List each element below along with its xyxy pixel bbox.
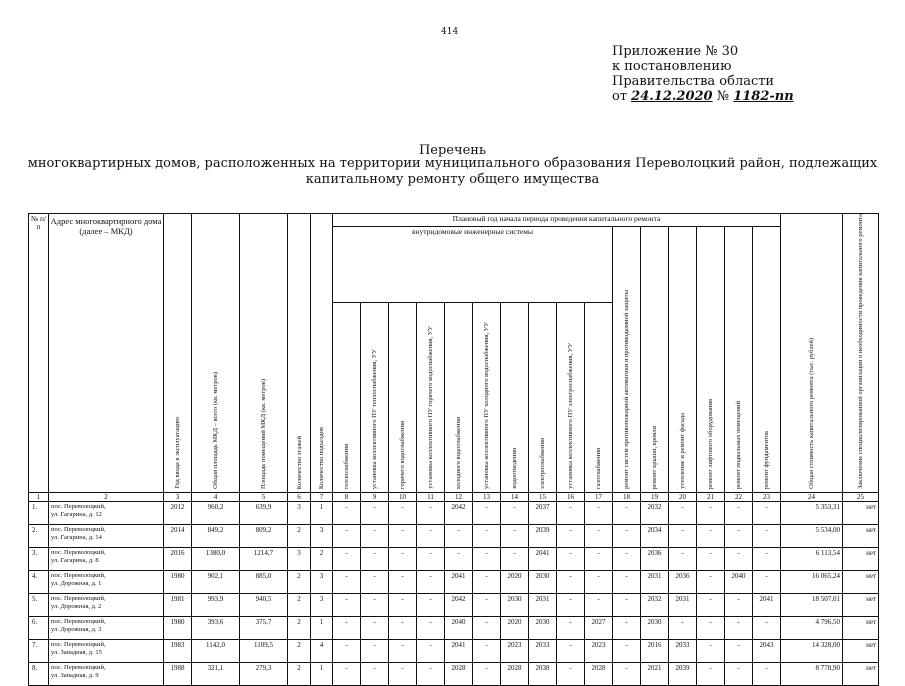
table-cell: - bbox=[557, 663, 585, 686]
table-cell: - bbox=[725, 663, 753, 686]
address-line: пос. Переволоцкий, bbox=[51, 641, 106, 648]
column-number: 15 bbox=[529, 493, 557, 502]
header-hot-water-pu: установка коллективного ПУ горячего водоснабжения, УУ bbox=[417, 303, 445, 493]
table-cell: - bbox=[389, 502, 417, 525]
table-cell: 2 bbox=[288, 594, 311, 617]
header-cold-water: холодного водоснабжения bbox=[445, 303, 473, 493]
table-cell: 3 bbox=[288, 548, 311, 571]
table-cell: - bbox=[613, 548, 641, 571]
appendix-block bbox=[612, 44, 794, 104]
table-cell: - bbox=[333, 663, 361, 686]
table-cell: - bbox=[417, 525, 445, 548]
table-cell: 2040 bbox=[445, 617, 473, 640]
table-cell: 2039 bbox=[529, 525, 557, 548]
table-cell: 1109,5 bbox=[240, 640, 288, 663]
column-number: 4 bbox=[192, 493, 240, 502]
address-line: пос. Переволоцкий, bbox=[51, 526, 106, 533]
address-line: пос. Переволоцкий, bbox=[51, 595, 106, 602]
header-gas: газоснабжения bbox=[585, 303, 613, 493]
address-line: ул. Дорожная, д. 1 bbox=[51, 580, 102, 587]
table-cell: - bbox=[333, 548, 361, 571]
table-cell: 2041 bbox=[529, 548, 557, 571]
table-cell: - bbox=[753, 617, 781, 640]
table-cell: - bbox=[417, 548, 445, 571]
header-systems-group: внутридомовые инженерные системы bbox=[333, 227, 613, 303]
table-cell: - bbox=[501, 502, 529, 525]
address-line: пос. Переволоцкий, bbox=[51, 572, 106, 579]
cost-cell: 5 353,31 bbox=[781, 502, 843, 525]
table-cell: - bbox=[585, 525, 613, 548]
table-cell: - bbox=[697, 640, 725, 663]
table-cell: - bbox=[361, 502, 389, 525]
table-cell: - bbox=[417, 640, 445, 663]
table-cell: 2033 bbox=[529, 640, 557, 663]
houses-table bbox=[28, 213, 879, 686]
conclusion-cell: нет bbox=[843, 571, 879, 594]
column-number: 21 bbox=[697, 493, 725, 502]
table-cell: - bbox=[389, 594, 417, 617]
table-cell: - bbox=[697, 502, 725, 525]
address-line: ул. Западная, д. 15 bbox=[51, 649, 102, 656]
address-cell bbox=[49, 640, 164, 663]
column-number: 19 bbox=[641, 493, 669, 502]
address-line: пос. Переволоцкий, bbox=[51, 618, 106, 625]
table-cell: - bbox=[473, 525, 501, 548]
table-cell: 1 bbox=[311, 617, 333, 640]
table-cell: - bbox=[585, 502, 613, 525]
table-cell: 3 bbox=[311, 571, 333, 594]
table-cell: 2023 bbox=[585, 640, 613, 663]
table-cell: 2032 bbox=[641, 594, 669, 617]
header-total-area: Общая площадь МКД – всего (кв. метров) bbox=[192, 214, 240, 493]
table-cell: - bbox=[333, 594, 361, 617]
table-cell: 1 bbox=[311, 663, 333, 686]
table-cell: - bbox=[417, 571, 445, 594]
resolution-number: 1182-пп bbox=[733, 89, 794, 104]
number-label: № bbox=[716, 89, 730, 104]
header-facade: утепление и ремонт фасада bbox=[669, 227, 697, 493]
table-cell: - bbox=[361, 617, 389, 640]
table-cell: 849,2 bbox=[192, 525, 240, 548]
table-cell: - bbox=[417, 594, 445, 617]
table-cell: - bbox=[361, 548, 389, 571]
address-line: ул. Дорожная, д. 2 bbox=[51, 603, 102, 610]
table-cell: 809,2 bbox=[240, 525, 288, 548]
table-cell: - bbox=[697, 617, 725, 640]
table-cell: - bbox=[613, 502, 641, 525]
conclusion-cell: нет bbox=[843, 617, 879, 640]
column-number: 20 bbox=[669, 493, 697, 502]
table-cell: 2012 bbox=[164, 502, 192, 525]
document-subtitle-1: многоквартирных домов, расположенных на территории муниципального образования Переволоцкий район, подлежащих bbox=[27, 156, 878, 171]
table-body bbox=[29, 502, 879, 686]
header-conclusion: Заключение специализированной организации о необходимости проведения капитального ремонта bbox=[843, 214, 879, 493]
table-cell: - bbox=[557, 617, 585, 640]
table-cell: - bbox=[613, 594, 641, 617]
header-heat-pu: установка коллективного ПУ теплоснабжения, УУ bbox=[361, 303, 389, 493]
table-cell: - bbox=[613, 525, 641, 548]
table-row bbox=[29, 663, 879, 686]
column-number: 22 bbox=[725, 493, 753, 502]
table-cell: - bbox=[361, 663, 389, 686]
table-cell: 2031 bbox=[529, 594, 557, 617]
table-cell: 993,9 bbox=[192, 594, 240, 617]
header-hot-water: горячего водоснабжения bbox=[389, 303, 417, 493]
column-number: 5 bbox=[240, 493, 288, 502]
table-cell: - bbox=[557, 548, 585, 571]
cost-cell: 5 534,00 bbox=[781, 525, 843, 548]
table-cell: - bbox=[613, 640, 641, 663]
table-cell: - bbox=[445, 548, 473, 571]
conclusion-cell: нет bbox=[843, 594, 879, 617]
address-cell bbox=[49, 502, 164, 525]
table-cell: - bbox=[725, 640, 753, 663]
header-total-cost: Общая стоимость капитального ремонта (тыс. рублей) bbox=[781, 214, 843, 493]
table-cell: - bbox=[333, 502, 361, 525]
table-cell: 2030 bbox=[529, 571, 557, 594]
page-number: 414 bbox=[441, 27, 459, 37]
cost-cell: 8 778,90 bbox=[781, 663, 843, 686]
cost-cell: 14 328,00 bbox=[781, 640, 843, 663]
table-cell: 375,7 bbox=[240, 617, 288, 640]
table-cell: 4 bbox=[311, 640, 333, 663]
table-cell: 2037 bbox=[529, 502, 557, 525]
header-foundation: ремонт фундаментов bbox=[753, 227, 781, 493]
row-number: 6. bbox=[29, 617, 49, 640]
table-cell: 1380,0 bbox=[192, 548, 240, 571]
table-cell: - bbox=[585, 594, 613, 617]
table-cell: 960,2 bbox=[192, 502, 240, 525]
table-cell: - bbox=[613, 571, 641, 594]
table-cell: - bbox=[333, 571, 361, 594]
table-cell: 2042 bbox=[445, 502, 473, 525]
table-cell: 2014 bbox=[164, 525, 192, 548]
table-cell: 2038 bbox=[529, 663, 557, 686]
table-cell: - bbox=[725, 525, 753, 548]
address-cell bbox=[49, 617, 164, 640]
table-cell: - bbox=[557, 571, 585, 594]
column-number: 25 bbox=[843, 493, 879, 502]
header-electric-pu: установка коллективного ПУ электроснабжения, УУ bbox=[557, 303, 585, 493]
table-cell: 2032 bbox=[641, 502, 669, 525]
address-cell bbox=[49, 594, 164, 617]
table-cell: - bbox=[473, 594, 501, 617]
table-cell: - bbox=[417, 617, 445, 640]
header-elevator: ремонт лифтового оборудования bbox=[697, 227, 725, 493]
table-cell: - bbox=[725, 594, 753, 617]
table-cell: - bbox=[557, 594, 585, 617]
conclusion-cell: нет bbox=[843, 663, 879, 686]
table-cell: - bbox=[585, 571, 613, 594]
table-cell: 2030 bbox=[529, 617, 557, 640]
column-number: 10 bbox=[389, 493, 417, 502]
column-number: 9 bbox=[361, 493, 389, 502]
table-cell: - bbox=[753, 525, 781, 548]
table-cell: - bbox=[361, 640, 389, 663]
table-cell: 2028 bbox=[501, 663, 529, 686]
table-cell: - bbox=[697, 663, 725, 686]
header-cold-water-pu: установка коллективного ПУ холодного водоснабжения, УУ bbox=[473, 303, 501, 493]
address-cell bbox=[49, 663, 164, 686]
table-cell: 2028 bbox=[585, 663, 613, 686]
row-number: 7. bbox=[29, 640, 49, 663]
table-cell: 2 bbox=[288, 617, 311, 640]
table-cell: - bbox=[501, 548, 529, 571]
row-number: 5. bbox=[29, 594, 49, 617]
header-premises-area: Площадь помещений МКД (кв. метров) bbox=[240, 214, 288, 493]
table-cell: 2 bbox=[288, 663, 311, 686]
table-cell: 2030 bbox=[641, 617, 669, 640]
column-number: 7 bbox=[311, 493, 333, 502]
cost-cell: 6 113,54 bbox=[781, 548, 843, 571]
document-title: Перечень bbox=[418, 143, 487, 158]
table-cell: - bbox=[557, 640, 585, 663]
address-line: ул. Гагарина, д. 8 bbox=[51, 557, 99, 564]
table-cell: - bbox=[417, 502, 445, 525]
table-cell: - bbox=[389, 640, 417, 663]
address-cell bbox=[49, 525, 164, 548]
table-cell: - bbox=[725, 548, 753, 571]
table-cell: 2027 bbox=[585, 617, 613, 640]
table-cell: 2 bbox=[311, 548, 333, 571]
table-cell: - bbox=[585, 548, 613, 571]
column-number: 16 bbox=[557, 493, 585, 502]
table-cell: 2031 bbox=[669, 594, 697, 617]
table-cell: 1983 bbox=[164, 640, 192, 663]
cost-cell: 18 507,01 bbox=[781, 594, 843, 617]
table-cell: 2043 bbox=[753, 640, 781, 663]
table-cell: - bbox=[669, 548, 697, 571]
header-floors: Количество этажей bbox=[288, 214, 311, 493]
appendix-line-4 bbox=[612, 89, 794, 104]
header-year: Год ввода в эксплуатацию bbox=[164, 214, 192, 493]
table-cell: 2028 bbox=[445, 663, 473, 686]
table-cell: 3 bbox=[288, 502, 311, 525]
table-cell: - bbox=[333, 640, 361, 663]
table-cell: - bbox=[473, 640, 501, 663]
row-number: 4. bbox=[29, 571, 49, 594]
table-cell: 902,1 bbox=[192, 571, 240, 594]
column-number: 17 bbox=[585, 493, 613, 502]
table-cell: 2020 bbox=[501, 617, 529, 640]
table-cell: 1980 bbox=[164, 571, 192, 594]
appendix-line-1: Приложение № 30 bbox=[612, 44, 739, 59]
cost-cell: 16 065,24 bbox=[781, 571, 843, 594]
table-cell: 2 bbox=[288, 571, 311, 594]
table-cell: - bbox=[361, 594, 389, 617]
table-cell: - bbox=[697, 571, 725, 594]
from-label: от bbox=[612, 89, 628, 104]
table-cell: - bbox=[557, 502, 585, 525]
address-cell bbox=[49, 548, 164, 571]
address-line: пос. Переволоцкий, bbox=[51, 664, 106, 671]
table-cell: 1214,7 bbox=[240, 548, 288, 571]
table-cell: - bbox=[753, 663, 781, 686]
header-fire: ремонт систем противопожарной автоматики и противодымной защиты bbox=[613, 227, 641, 493]
table-cell: - bbox=[389, 525, 417, 548]
table-cell: - bbox=[473, 663, 501, 686]
table-cell: - bbox=[725, 502, 753, 525]
table-cell: 321,1 bbox=[192, 663, 240, 686]
table-cell: 279,3 bbox=[240, 663, 288, 686]
table-cell: 2039 bbox=[669, 663, 697, 686]
table-cell: - bbox=[613, 617, 641, 640]
address-line: ул. Дорожная, д. 3 bbox=[51, 626, 102, 633]
document-subtitle-2: капитальному ремонту общего имущества bbox=[305, 172, 600, 187]
conclusion-cell: нет bbox=[843, 640, 879, 663]
table-cell: - bbox=[389, 617, 417, 640]
table-cell: 2016 bbox=[641, 640, 669, 663]
address-line: ул. Западная, д. 9 bbox=[51, 672, 99, 679]
cost-cell: 4 796,50 bbox=[781, 617, 843, 640]
address-line: ул. Гагарина, д. 12 bbox=[51, 511, 102, 518]
column-number: 11 bbox=[417, 493, 445, 502]
conclusion-cell: нет bbox=[843, 525, 879, 548]
table-cell: - bbox=[389, 571, 417, 594]
table-cell: - bbox=[417, 663, 445, 686]
header-roof: ремонт крыши, кровли bbox=[641, 227, 669, 493]
address-cell bbox=[49, 571, 164, 594]
table-cell: 2036 bbox=[669, 571, 697, 594]
table-cell: 2041 bbox=[753, 594, 781, 617]
table-cell: - bbox=[613, 663, 641, 686]
table-cell: - bbox=[669, 502, 697, 525]
table-cell: 2021 bbox=[641, 663, 669, 686]
table-cell: - bbox=[389, 663, 417, 686]
table-cell: 2 bbox=[288, 640, 311, 663]
header-heat: теплоснабжения bbox=[333, 303, 361, 493]
table-cell: 2041 bbox=[445, 571, 473, 594]
table-cell: - bbox=[557, 525, 585, 548]
header-address: Адрес многоквартирного дома (далее – МКД) bbox=[49, 214, 164, 493]
row-number: 1. bbox=[29, 502, 49, 525]
table-cell: 2033 bbox=[669, 640, 697, 663]
table-cell: 2034 bbox=[641, 525, 669, 548]
table-cell: - bbox=[697, 525, 725, 548]
column-number: 13 bbox=[473, 493, 501, 502]
column-number: 6 bbox=[288, 493, 311, 502]
table-cell: 2042 bbox=[445, 594, 473, 617]
row-number: 3. bbox=[29, 548, 49, 571]
table-cell: - bbox=[333, 525, 361, 548]
column-number: 2 bbox=[49, 493, 164, 502]
table-row bbox=[29, 571, 879, 594]
table-cell: 3 bbox=[311, 594, 333, 617]
appendix-line-3: Правительства области bbox=[612, 74, 775, 89]
table-row bbox=[29, 640, 879, 663]
table-cell: 2020 bbox=[501, 571, 529, 594]
column-number: 14 bbox=[501, 493, 529, 502]
column-number: 1 bbox=[29, 493, 49, 502]
column-number: 12 bbox=[445, 493, 473, 502]
table-cell: - bbox=[389, 548, 417, 571]
table-cell: 2031 bbox=[641, 571, 669, 594]
table-row bbox=[29, 525, 879, 548]
table-cell: - bbox=[753, 502, 781, 525]
table-cell: 2023 bbox=[501, 640, 529, 663]
header-sewer: водоотведения bbox=[501, 303, 529, 493]
table-cell: - bbox=[669, 525, 697, 548]
table-cell: 2040 bbox=[725, 571, 753, 594]
table-cell: 1142,0 bbox=[192, 640, 240, 663]
row-number: 2. bbox=[29, 525, 49, 548]
table-cell: - bbox=[697, 594, 725, 617]
table-cell: - bbox=[669, 617, 697, 640]
header-entrances: Количество подъездов bbox=[311, 214, 333, 493]
address-line: пос. Переволоцкий, bbox=[51, 503, 106, 510]
appendix-line-2: к постановлению bbox=[612, 59, 732, 74]
table-cell: 2 bbox=[288, 525, 311, 548]
table-cell: - bbox=[473, 548, 501, 571]
table-cell: 1988 bbox=[164, 663, 192, 686]
table-cell: - bbox=[753, 548, 781, 571]
table-cell: - bbox=[725, 617, 753, 640]
table-cell: 1980 bbox=[164, 617, 192, 640]
conclusion-cell: нет bbox=[843, 502, 879, 525]
header-basement: ремонт подвальных помещений bbox=[725, 227, 753, 493]
table-cell: 3 bbox=[311, 525, 333, 548]
conclusion-cell: нет bbox=[843, 548, 879, 571]
table-cell: 940,5 bbox=[240, 594, 288, 617]
table-cell: 2041 bbox=[445, 640, 473, 663]
table-cell: - bbox=[473, 617, 501, 640]
table-cell: 393,6 bbox=[192, 617, 240, 640]
resolution-date: 24.12.2020 bbox=[631, 89, 713, 104]
table-cell: - bbox=[473, 571, 501, 594]
table-row bbox=[29, 502, 879, 525]
column-number: 24 bbox=[781, 493, 843, 502]
header-electric: электроснабжения bbox=[529, 303, 557, 493]
table-cell: - bbox=[753, 571, 781, 594]
column-number: 8 bbox=[333, 493, 361, 502]
column-number: 18 bbox=[613, 493, 641, 502]
table-cell: - bbox=[501, 525, 529, 548]
table-cell: 885,0 bbox=[240, 571, 288, 594]
table-cell: 2016 bbox=[164, 548, 192, 571]
table-cell: 639,9 bbox=[240, 502, 288, 525]
column-number: 23 bbox=[753, 493, 781, 502]
table-cell: 2036 bbox=[641, 548, 669, 571]
address-line: ул. Гагарина, д. 14 bbox=[51, 534, 102, 541]
table-cell: - bbox=[445, 525, 473, 548]
row-number: 8. bbox=[29, 663, 49, 686]
column-number: 3 bbox=[164, 493, 192, 502]
header-no: № п/п bbox=[29, 214, 49, 493]
table-row bbox=[29, 594, 879, 617]
column-number-row bbox=[29, 493, 879, 502]
table-cell: - bbox=[361, 571, 389, 594]
table-row bbox=[29, 617, 879, 640]
table-cell: 1981 bbox=[164, 594, 192, 617]
table-cell: 1 bbox=[311, 502, 333, 525]
table-cell: 2030 bbox=[501, 594, 529, 617]
table-cell: - bbox=[473, 502, 501, 525]
table-row bbox=[29, 548, 879, 571]
address-line: пос. Переволоцкий, bbox=[51, 549, 106, 556]
table-cell: - bbox=[333, 617, 361, 640]
header-plan-group: Плановый год начала периода проведения капитального ремонта bbox=[333, 214, 781, 227]
table-cell: - bbox=[361, 525, 389, 548]
table-cell: - bbox=[697, 548, 725, 571]
